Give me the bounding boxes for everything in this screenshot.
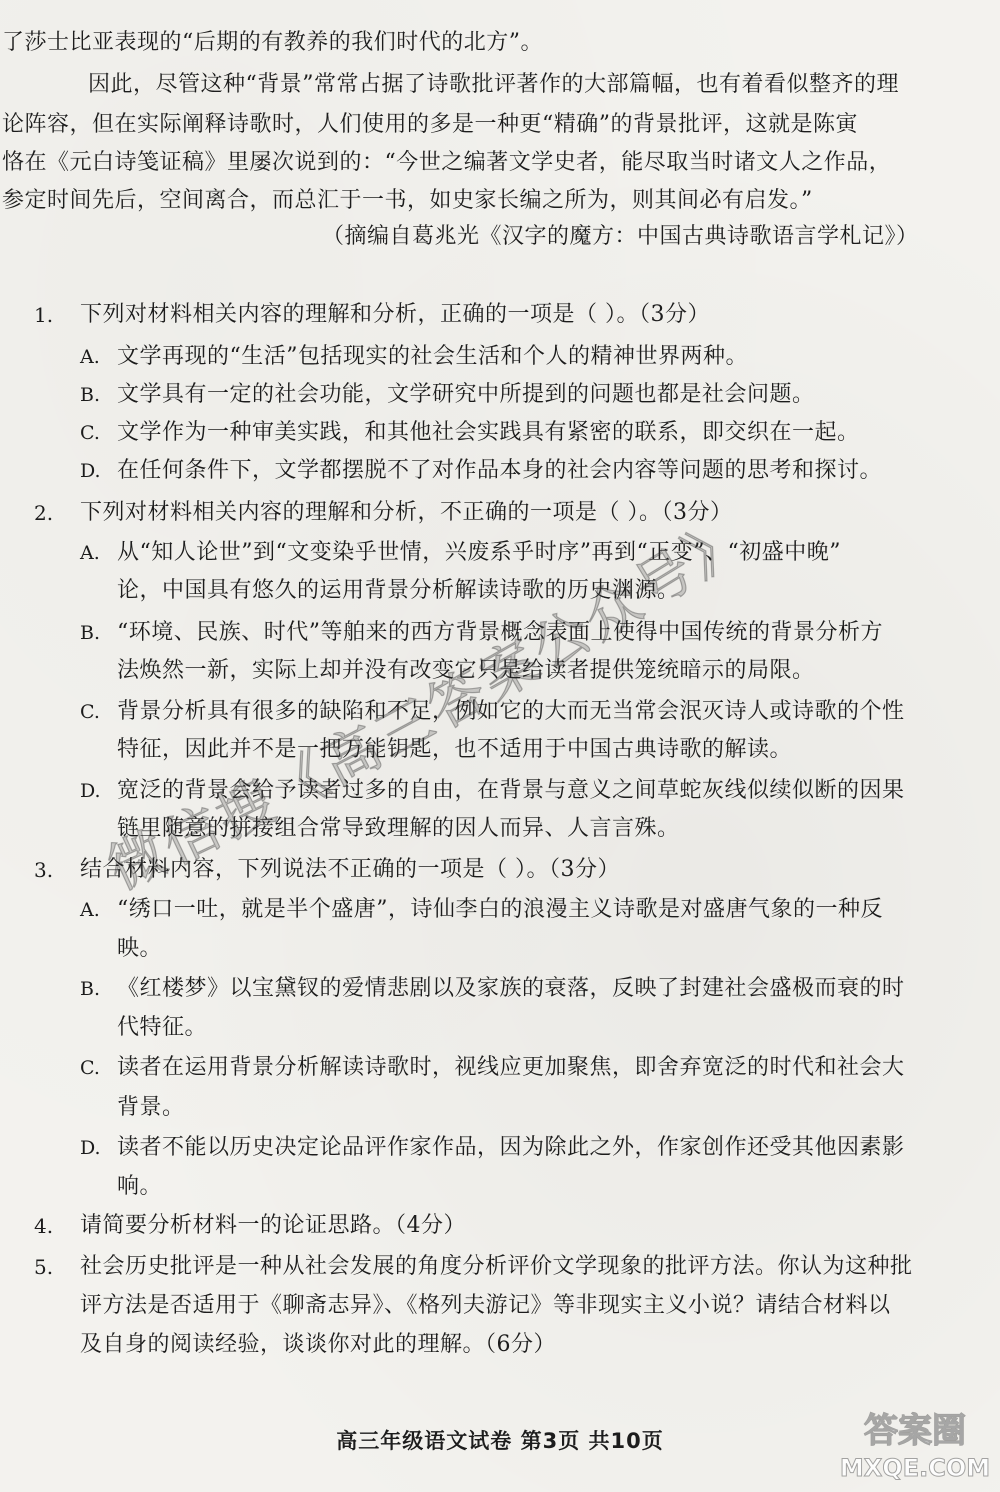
- option-letter: D.: [80, 1137, 101, 1159]
- question-stem: 下列对材料相关内容的理解和分析，不正确的一项是（ ）。（3分）: [80, 500, 733, 525]
- option-text: 从“知人论世”到“文变染乎世情，兴废系乎时序”再到“正变”、“初盛中晚”: [117, 540, 841, 565]
- logo-text: 答案圈: [864, 1411, 966, 1451]
- option-text: 背景分析具有很多的缺陷和不足，例如它的大而无当常会泯灭诗人或诗歌的个性: [117, 699, 905, 724]
- question-number: 5.: [34, 1255, 54, 1279]
- option-letter: C.: [80, 701, 100, 723]
- option-letter: A.: [80, 899, 100, 921]
- option-letter: D.: [80, 780, 101, 802]
- question-stem: 结合材料内容，下列说法不正确的一项是（ ）。（3分）: [80, 857, 620, 882]
- option-text: 响。: [117, 1174, 163, 1199]
- passage-source: （摘编自葛兆光《汉字的魔方：中国古典诗歌语言学札记》）: [322, 224, 919, 249]
- question-stem: 社会历史批评是一种从社会发展的角度分析评价文学现象的批评方法。你认为这种批: [80, 1254, 913, 1279]
- page-footer: 高三年级语文试卷 第3页 共10页: [336, 1429, 664, 1453]
- option-letter: A.: [80, 542, 100, 564]
- option-text: 《红楼梦》以宝黛钗的爱情悲剧以及家族的衰落，反映了封建社会盛极而衰的时: [117, 976, 905, 1001]
- option-letter: B.: [80, 622, 101, 644]
- passage-line: 了莎士比亚表现的“后期的有教养的我们时代的北方”。: [2, 30, 543, 55]
- question-stem: 评方法是否适用于《聊斋志异》、《格列夫游记》等非现实主义小说？请结合材料以: [80, 1293, 891, 1318]
- option-letter: C.: [80, 1057, 100, 1079]
- option-text: 法焕然一新，实际上却并没有改变它只是给读者提供笼统暗示的局限。: [117, 658, 815, 683]
- option-text: 文学再现的“生活”包括现实的社会生活和个人的精神世界两种。: [117, 344, 748, 369]
- question-number: 3.: [34, 858, 54, 882]
- option-text: 链里随意的拼接组合常导致理解的因人而异、人言言殊。: [117, 816, 680, 841]
- passage-line: 恪在《元白诗笺证稿》里屡次说到的：“今世之编著文学史者，能尽取当时诸文人之作品，: [2, 150, 892, 175]
- option-text: 在任何条件下，文学都摆脱不了对作品本身的社会内容等问题的思考和探讨。: [117, 458, 883, 483]
- question-stem: 请简要分析材料一的论证思路。（4分）: [80, 1213, 466, 1238]
- option-text: 背景。: [117, 1095, 185, 1120]
- option-letter: B.: [80, 384, 101, 406]
- watermark-text: 微信搜《高三答案公众号》: [98, 503, 760, 903]
- option-text: 读者不能以历史决定论品评作家作品，因为除此之外，作家创作还受其他因素影: [117, 1135, 905, 1160]
- option-text: 论，中国具有悠久的运用背景分析解读诗歌的历史渊源。: [117, 578, 680, 603]
- passage-line: 因此，尽管这种“背景”常常占据了诗歌批评著作的大部篇幅，也有着看似整齐的理: [88, 72, 899, 97]
- question-stem: 下列对材料相关内容的理解和分析，正确的一项是（ ）。（3分）: [80, 302, 710, 327]
- option-letter: A.: [80, 346, 100, 368]
- option-text: 映。: [117, 936, 163, 961]
- question-stem: 及自身的阅读经验，谈谈你对此的理解。（6分）: [80, 1332, 556, 1357]
- passage-line: 参定时间先后，空间离合，而总汇于一书，如史家长编之所为，则其间必有启发。”: [2, 188, 813, 213]
- question-number: 1.: [34, 303, 54, 327]
- question-number: 2.: [34, 501, 54, 525]
- passage-line: 论阵容，但在实际阐释诗歌时，人们使用的多是一种更“精确”的背景批评，这就是陈寅: [2, 112, 858, 137]
- option-text: 读者在运用背景分析解读诗歌时，视线应更加聚焦，即舍弃宽泛的时代和社会大: [117, 1055, 905, 1080]
- option-letter: D.: [80, 460, 101, 482]
- option-letter: C.: [80, 422, 100, 444]
- option-text: 文学作为一种审美实践，和其他社会实践具有紧密的联系，即交织在一起。: [117, 420, 860, 445]
- option-text: 文学具有一定的社会功能，文学研究中所提到的问题也都是社会问题。: [117, 382, 815, 407]
- option-text: 代特征。: [117, 1015, 208, 1040]
- option-text: “环境、民族、时代”等舶来的西方背景概念表面上使得中国传统的背景分析方: [117, 620, 883, 645]
- corner-logo: [840, 1404, 990, 1484]
- option-text: 特征，因此并不是一把万能钥匙，也不适用于中国古典诗歌的解读。: [117, 737, 793, 762]
- logo-domain: MXQE.COM: [840, 1454, 990, 1482]
- option-text: 宽泛的背景会给予读者过多的自由，在背景与意义之间草蛇灰线似续似断的因果: [117, 778, 905, 803]
- option-letter: B.: [80, 978, 101, 1000]
- option-text: “绣口一吐，就是半个盛唐”，诗仙李白的浪漫主义诗歌是对盛唐气象的一种反: [117, 897, 883, 922]
- question-number: 4.: [34, 1214, 54, 1238]
